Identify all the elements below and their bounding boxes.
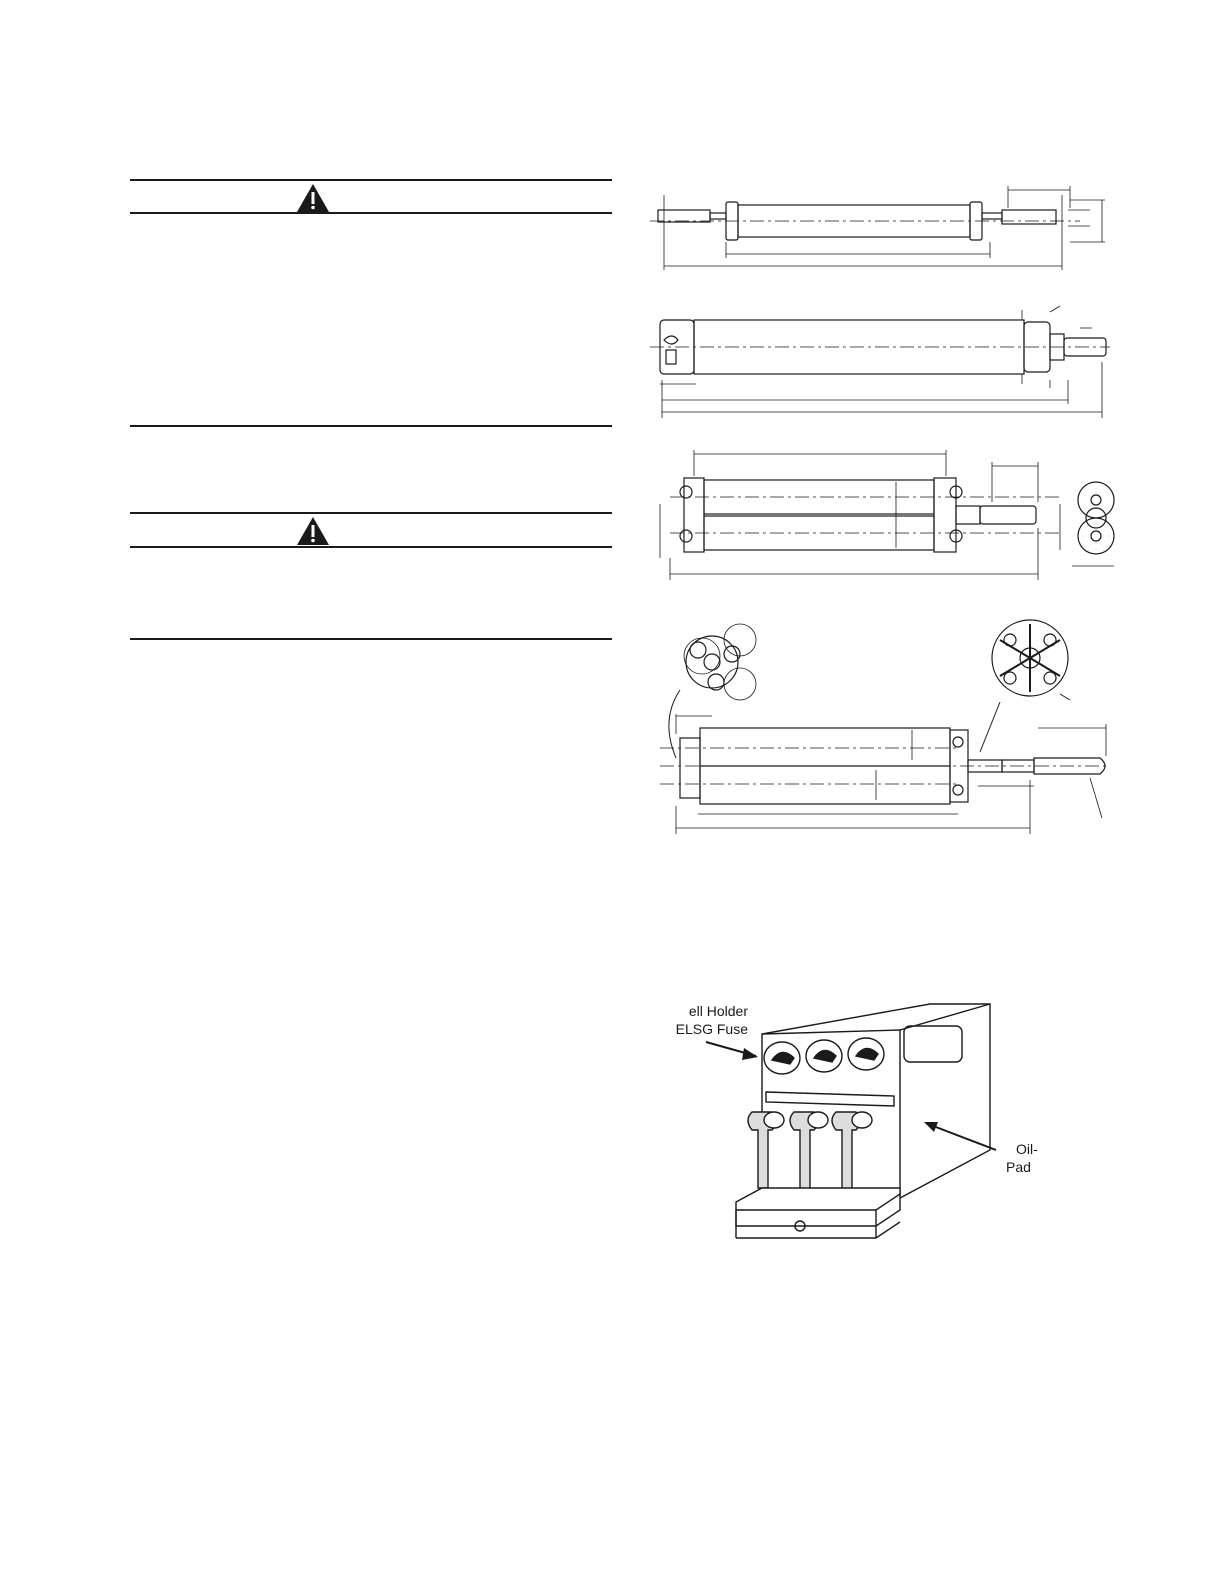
- warning-box-2-bottom-rule: [130, 638, 612, 640]
- warning-box-1-header-rule: [130, 212, 612, 214]
- fuse-holder-illustration: [640, 1000, 1120, 1250]
- warning-triangle-icon: [296, 516, 330, 546]
- fuse-dimension-figure-4: [640, 610, 1120, 845]
- fuse-holder-label-line1: ell Holder: [688, 1003, 748, 1019]
- warning-box-2-top-rule: [130, 512, 612, 514]
- fuse-holder-label-line2: ELSG Fuse: [675, 1021, 748, 1037]
- fuse-dimension-figure-3: [640, 448, 1120, 583]
- fuse-dimension-figure-1: [640, 180, 1120, 275]
- oil-pad-label: [1006, 1140, 1046, 1176]
- warning-box-1-bottom-rule: [130, 425, 612, 427]
- fuse-holder-label: [652, 1002, 748, 1038]
- warning-box-1-top-rule: [130, 179, 612, 181]
- fuse-dimension-figure-2: [640, 300, 1120, 425]
- warning-box-2-header-rule: [130, 546, 612, 548]
- oil-pad-label-line1: Oil-: [1016, 1141, 1038, 1157]
- oil-pad-label-line2: Pad: [1006, 1159, 1031, 1175]
- warning-triangle-icon: [296, 183, 330, 213]
